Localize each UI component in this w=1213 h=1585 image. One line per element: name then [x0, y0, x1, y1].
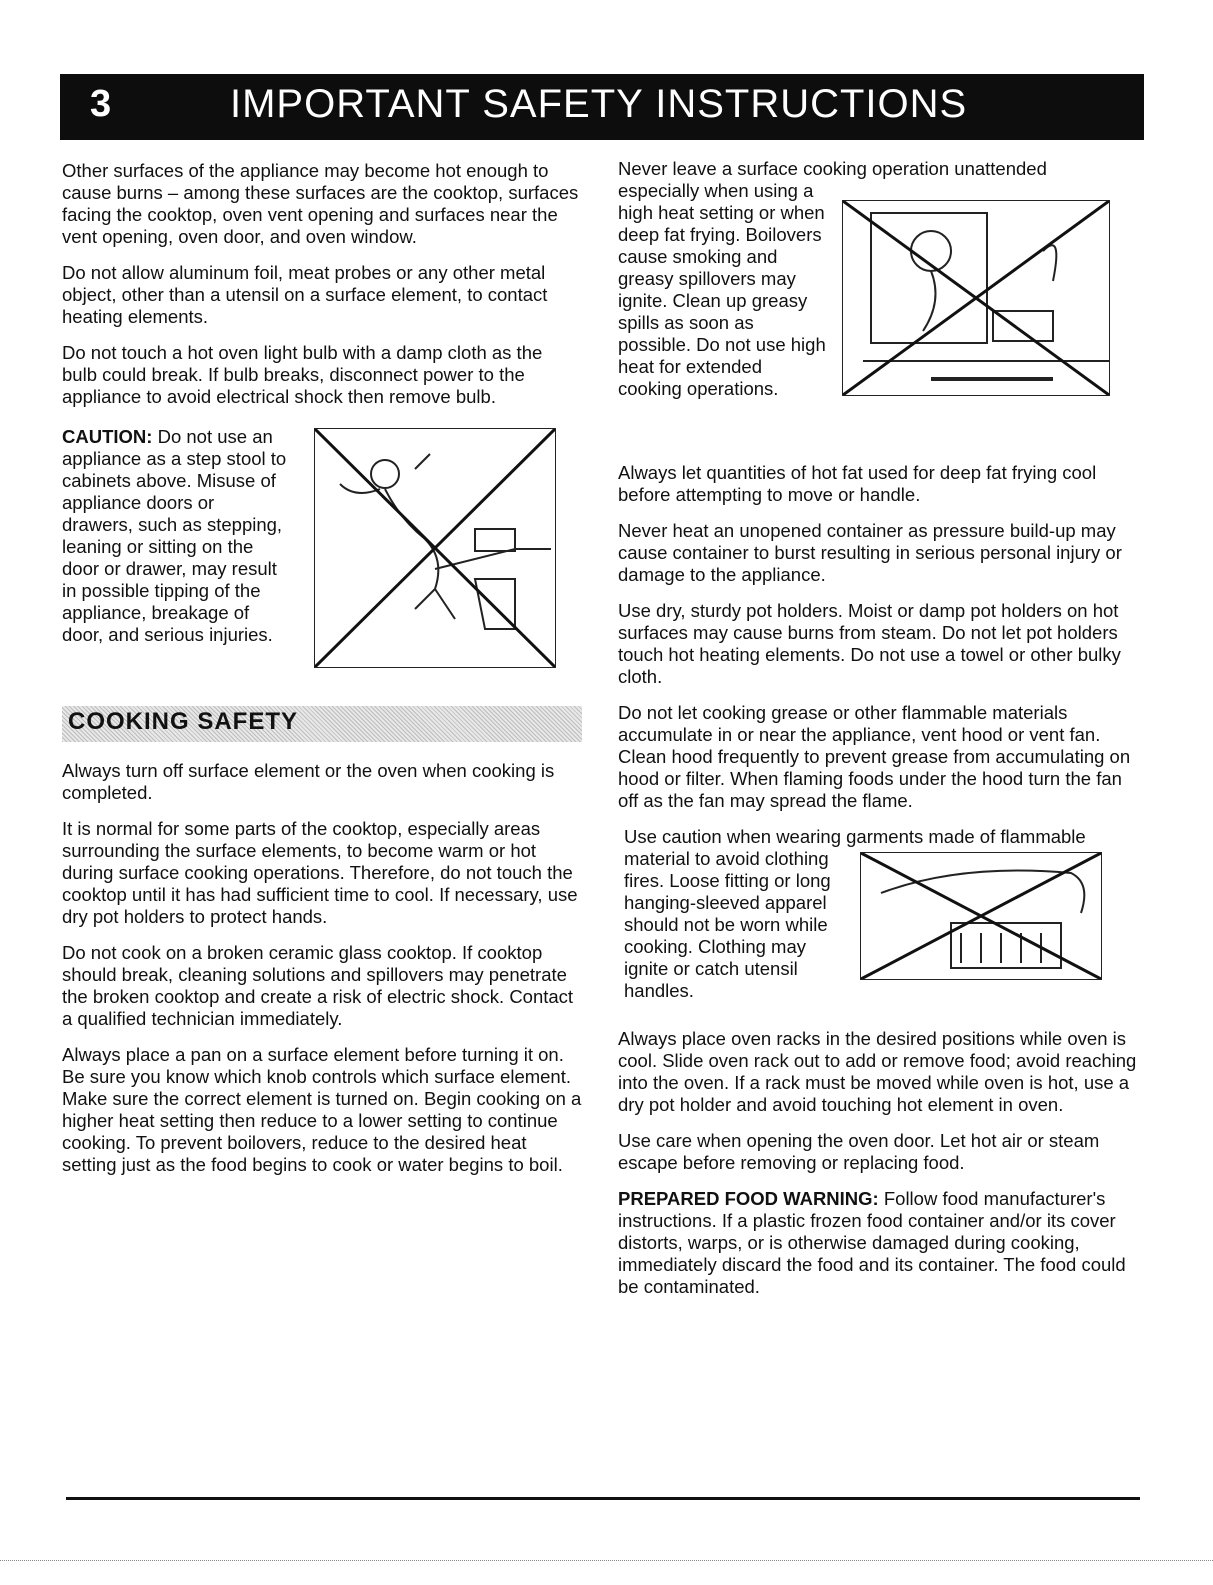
paragraph-pot-holders: Use dry, sturdy pot holders. Moist or damp pot holders on hot surfaces may cause burns from steam. Do not let pot holders touch hot heating elements. Do not use a towel or other bulky cloth. — [618, 600, 1121, 687]
paragraph-hot-surfaces: Other surfaces of the appliance may become hot enough to cause burns – among these surfaces are the cooktop, surfaces facing the cooktop, oven vent opening and surfaces near the vent opening, oven door, and oven window. — [62, 160, 579, 247]
clothing-block — [618, 826, 1143, 1016]
caution-label: CAUTION: — [62, 426, 153, 447]
prepared-food-label: PREPARED FOOD WARNING: — [618, 1188, 879, 1209]
paragraph-grease: Do not let cooking grease or other flammable materials accumulate in or near the appliance, vent hood or vent fan. Clean hood frequently to prevent grease from accumulating on hood or filter. When flaming foods under the hood turn the fan off as the fan may spread the flame. — [618, 702, 1131, 811]
caution-text: Do not use an appliance as a step stool to cabinets above. Misuse of appliance doors or drawers, such as stepping, leaning or sitting on the door or drawer, may result in possible tipping of the appliance, breakage of door, and serious injuries. — [62, 426, 287, 645]
step-stool-warning-illustration — [314, 428, 556, 668]
caution-block — [62, 422, 582, 678]
caution-paragraph — [62, 422, 290, 646]
paragraph-turn-off: Always turn off surface element or the oven when cooking is completed. — [62, 760, 555, 803]
clothing-warning-illustration — [860, 852, 1102, 980]
paragraph-place-pan: Always place a pan on a surface element before turning it on. Be sure you know which knob controls which surface element. Make sure the correct element is turned on. Begin cooking on a higher heat setting then reduce to a lower setting to continue cooking. To prevent boilovers, reduce to the desired heat setting just as the food begins to cook or water begins to boil. — [62, 1044, 582, 1175]
footer-rule — [66, 1497, 1140, 1500]
page-number: 3 — [90, 83, 112, 125]
paragraph-cooktop-warm: It is normal for some parts of the cooktop, especially areas surrounding the surface elements, to become warm or hot during surface cooking operations. Therefore, do not touch the cooktop until it has had sufficient time to cool. If necessary, use dry pot holders to protect hands. — [62, 818, 578, 927]
right-column — [618, 158, 1143, 1312]
paragraph-oven-racks: Always place oven racks in the desired positions while oven is cool. Slide oven rack out to add or remove food; avoid reaching into the oven. If a rack must be moved while oven is hot, use a dry pot holder and avoid touching hot element in oven. — [618, 1028, 1137, 1115]
unattended-first-line: Never leave a surface cooking operation unattended — [618, 158, 1047, 179]
paragraph-prepared-food — [618, 1188, 1143, 1298]
clothing-first-line: Use caution when wearing garments made of flammable — [624, 826, 1086, 847]
page-bottom-edge — [0, 1560, 1213, 1561]
prohibited-step-stool-icon — [315, 429, 555, 667]
prohibited-loose-sleeve-icon — [861, 853, 1101, 979]
page-title: IMPORTANT SAFETY INSTRUCTIONS — [230, 82, 968, 126]
unattended-wrap-text: especially when using a high heat setting or when deep fat frying. Boilovers cause smoking and greasy spillovers may ignite. Clean up greasy spills as soon as possible. Do not use high heat for extended cooking operations. — [618, 180, 826, 399]
paragraph-unopened-container: Never heat an unopened container as pressure build-up may cause container to burst resulting in serious personal injury or damage to the appliance. — [618, 520, 1122, 585]
prohibited-unattended-icon — [843, 201, 1109, 395]
paragraph-broken-cooktop: Do not cook on a broken ceramic glass cooktop. If cooktop should break, cleaning solutions and spillovers may penetrate the broken cooktop and create a risk of electric shock. Contact a qualified technician immediately. — [62, 942, 574, 1029]
paragraph-light-bulb: Do not touch a hot oven light bulb with a damp cloth as the bulb could break. If bulb breaks, disconnect power to the appliance to avoid electrical shock then remove bulb. — [62, 342, 543, 407]
paragraph-metal-objects: Do not allow aluminum foil, meat probes or any other metal object, other than a utensil on a surface element, to contact heating elements. — [62, 262, 548, 327]
section-title: COOKING SAFETY — [68, 708, 299, 735]
paragraph-oven-door: Use care when opening the oven door. Let hot air or steam escape before removing or replacing food. — [618, 1130, 1100, 1173]
unattended-block — [618, 158, 1143, 448]
page-header — [60, 74, 1144, 140]
left-column — [62, 160, 582, 1190]
unattended-cooking-illustration — [842, 200, 1110, 396]
clothing-wrap-text: material to avoid clothing fires. Loose fitting or long hanging-sleeved apparel should not be worn while cooking. Clothing may ignite or catch utensil handles. — [624, 848, 831, 1001]
prepared-food-text: Follow food manufacturer's instructions. If a plastic frozen food container and/or its cover distorts, warps, or is otherwise damaged during cooking, immediately discard the food and its container. The food could be contaminated. — [618, 1188, 1126, 1297]
paragraph-hot-fat: Always let quantities of hot fat used for deep fat frying cool before attempting to move or handle. — [618, 462, 1097, 505]
section-header-cooking-safety — [62, 706, 582, 742]
